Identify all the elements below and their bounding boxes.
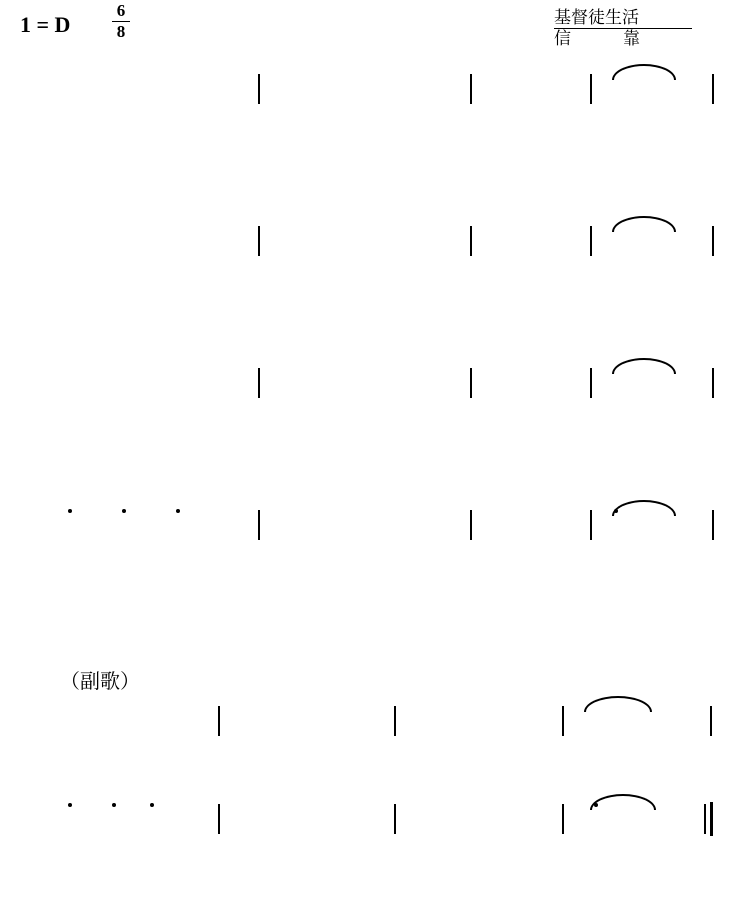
barline: [710, 706, 712, 736]
barline: [470, 226, 472, 256]
tie-arc: [612, 64, 676, 80]
barline: [218, 804, 220, 834]
credit-title: 基督徒生活: [554, 8, 692, 29]
barline: [590, 226, 592, 256]
barline: [562, 804, 564, 834]
barline: [712, 368, 714, 398]
barline: [394, 706, 396, 736]
barline: [218, 706, 220, 736]
barline: [470, 510, 472, 540]
barline: [712, 74, 714, 104]
tie-arc: [612, 500, 676, 516]
barline: [258, 510, 260, 540]
credit-author: 信靠: [554, 29, 692, 49]
barline: [590, 74, 592, 104]
tie-arc: [612, 216, 676, 232]
barline: [258, 74, 260, 104]
key-signature: 1 = D: [20, 12, 71, 37]
barline: [590, 368, 592, 398]
barline: [712, 510, 714, 540]
tie-arc: [612, 358, 676, 374]
tie-arc: [590, 794, 656, 810]
barline: [258, 368, 260, 398]
time-signature-bottom: 8: [116, 22, 126, 41]
barline: [394, 804, 396, 834]
barline: [562, 706, 564, 736]
final-barline-thick: [710, 802, 713, 836]
barline: [470, 368, 472, 398]
barline: [470, 74, 472, 104]
final-barline-thin: [704, 804, 706, 834]
chorus-label: （副歌）: [60, 669, 140, 693]
barline: [258, 226, 260, 256]
barline: [712, 226, 714, 256]
barline: [590, 510, 592, 540]
time-signature-top: 6: [116, 1, 126, 20]
time-signature: [112, 2, 130, 41]
tie-arc: [584, 696, 652, 712]
credit-block: [554, 8, 692, 49]
